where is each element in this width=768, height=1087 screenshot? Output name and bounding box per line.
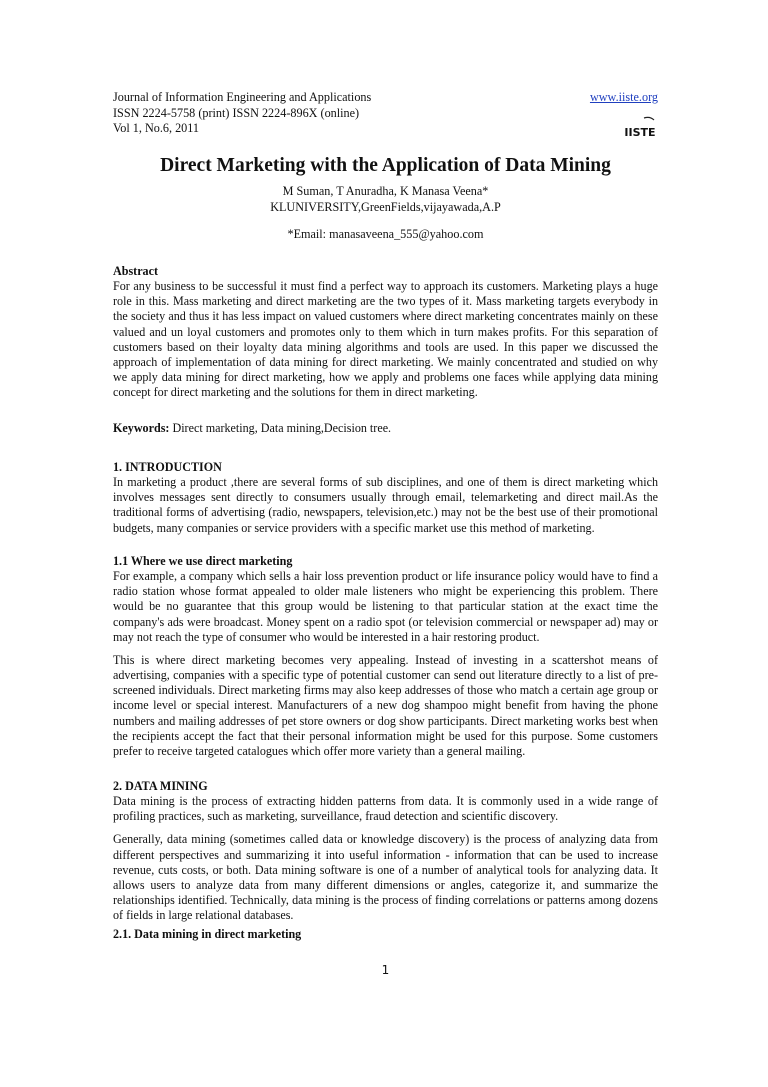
- page-number: 1: [381, 963, 390, 977]
- section-1-text: In marketing a product ,there are several forms of sub disciplines, and one of them is direct marketing which involves messages sent directly to consumers usually through email, telemarketing and direct mail.As the traditional forms of advertising (radio, newspapers, television,etc.) may not be the best use of their promotional budgets, many companies or service providers with a specific market use this method of marketing.: [113, 475, 658, 535]
- section-1-1-para-1: For example, a company which sells a hair loss prevention product or life insurance policy would have to find a radio station whose format appealed to older male listeners who might be experiencing this problem. There would be no guarantee that this group would be listening to that particular station at the exact time the company's ads were broadcast. Money spent on a radio spot (or television commercial or newspaper ad) may or may not reach the type of consumer who would be interested in a hair restoring product.: [113, 569, 658, 644]
- section-introduction: [113, 460, 658, 536]
- iiste-logo: [624, 116, 656, 140]
- section-2-para-1: Data mining is the process of extracting hidden patterns from data. It is commonly used in a wide range of profiling practices, such as marketing, surveillance, fraud detection and scientific discovery.: [113, 794, 658, 824]
- section-2-para-2: Generally, data mining (sometimes called data or knowledge discovery) is the process of analyzing data from different perspectives and summarizing it into useful information - information that can be used to increase revenue, cuts costs, or both. Data mining software is one of a number of analytical tools for analyzing data. It allows users to analyze data from many different dimensions or angles, categorize it, and summarize the relationships identified. Technically, data mining is the process of finding correlations or patterns among dozens of fields in large relational databases.: [113, 832, 658, 923]
- authors: M Suman, T Anuradha, K Manasa Veena*: [282, 184, 489, 198]
- section-1-1-para-2: This is where direct marketing becomes very appealing. Instead of investing in a scattershot means of advertising, companies with a specific type of potential customer can send out literature directly to a list of pre-screened individuals. Direct marketing firms may also keep addresses of those who match a certain age group or income level or special interest. Manufacturers of a new dog shampoo might benefit from having the phone numbers and mailing addresses of pet store owners or dog show participants. Direct marketing works best when the recipients accept the fact that their personal information might be used for this purpose. Some customers prefer to receive targeted catalogues which offer more variety than a general mailing.: [113, 652, 658, 758]
- journal-issn: ISSN 2224-5758 (print) ISSN 2224-896X (online): [113, 105, 360, 120]
- paper-page: [113, 0, 658, 1087]
- paper-title: Direct Marketing with the Application of Data Mining: [160, 155, 611, 176]
- logo-text: IISTE: [624, 126, 656, 139]
- keywords-text: Direct marketing, Data mining,Decision tree.: [169, 421, 392, 435]
- journal-header: [113, 90, 658, 137]
- section-1-heading: 1. INTRODUCTION: [113, 460, 222, 474]
- abstract-section: [113, 264, 658, 400]
- abstract-heading: Abstract: [113, 264, 159, 278]
- section-2-heading: 2. DATA MINING: [113, 779, 208, 793]
- keywords-label: Keywords:: [113, 421, 170, 435]
- section-1-1-heading: 1.1 Where we use direct marketing: [113, 554, 293, 568]
- journal-volume: Vol 1, No.6, 2011: [113, 121, 199, 135]
- affiliation: KLUNIVERSITY,GreenFields,vijayawada,A.P: [270, 199, 501, 214]
- journal-name: Journal of Information Engineering and Applications: [113, 90, 372, 104]
- author-email: *Email: manasaveena_555@yahoo.com: [287, 227, 484, 241]
- section-data-mining: [113, 779, 658, 943]
- author-block: [113, 184, 658, 215]
- section-2-1-heading: 2.1. Data mining in direct marketing: [113, 927, 302, 942]
- abstract-text: For any business to be successful it must find a perfect way to approach its customers. Marketing plays a huge role in this. Mass marketing and direct marketing are the two types of it. Mass marketing targets everybody in the society and thus it has less impact on valued customers where direct marketing concentrates mainly on these valued and un loyal customers and promotes only to them which in turn makes profits. For this separation of customers based on their loyalty data mining algorithms and tools are used. In this paper we discussed the approach of implementation of data mining for direct marketing. We mainly concentrated and studied on why we apply data mining for direct marketing, how we apply and problems one faces while applying data mining concept for direct marketing and the solutions for them in direct marketing.: [113, 279, 658, 400]
- keywords-line: [113, 421, 658, 436]
- section-1-1: [113, 554, 658, 759]
- journal-url-link[interactable]: www.iiste.org: [589, 90, 658, 104]
